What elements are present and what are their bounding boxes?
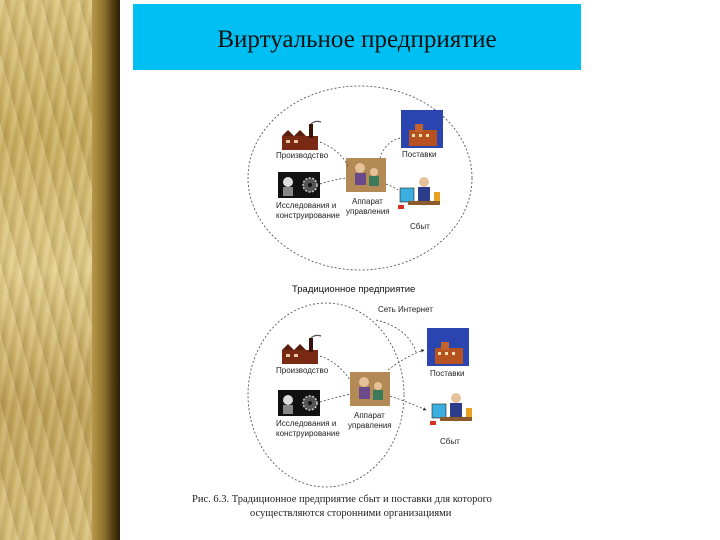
top-research-label-1: Исследования и [276,201,337,210]
top-diagram [248,86,472,270]
bottom-arrow-sales [390,396,426,410]
top-link-research [320,178,346,184]
marble-border [0,0,120,540]
enterprise-diagram [180,80,550,520]
figure-caption-line1: Рис. 6.3. Традиционное предприятие сбыт и поставки для которого [192,494,492,505]
management-icon [346,158,386,192]
bottom-link-research [320,394,350,402]
top-sales-label: Сбыт [410,222,430,231]
title-bar [133,4,581,70]
internet-label: Сеть Интернет [378,305,433,314]
supply-icon [427,328,469,366]
figure-caption-line2: осуществляются сторонними организациями [250,508,452,519]
bottom-sales-label: Сбыт [440,437,460,446]
management-icon [350,372,390,406]
top-link-supply [380,138,400,158]
top-research-label-2: конструирование [276,211,340,220]
factory-icon [282,121,321,150]
research-icon [278,390,320,416]
bottom-research-label-2: конструирование [276,429,340,438]
internet-boundary [376,320,416,352]
slide-title: Виртуальное предприятие [217,26,497,53]
top-management-label-1: Аппарат [352,197,383,206]
factory-icon [282,335,321,364]
top-management-label-2: управления [346,207,390,216]
bottom-supply-label: Поставки [430,369,465,378]
bottom-management-label-2: управления [348,421,392,430]
bottom-arrow-supply [388,350,424,370]
bottom-production-label: Производство [276,366,329,375]
top-link-sales [386,184,398,190]
bottom-management-label-1: Аппарат [354,411,385,420]
research-icon [278,172,320,198]
top-production-label: Производство [276,151,329,160]
bottom-diagram [248,303,472,487]
bottom-research-label-1: Исследования и [276,419,337,428]
sales-icon [430,393,472,425]
top-supply-label: Поставки [402,150,437,159]
sales-icon [398,177,440,209]
supply-icon [401,110,443,148]
traditional-enterprise-label: Традиционное предприятие [292,284,416,295]
